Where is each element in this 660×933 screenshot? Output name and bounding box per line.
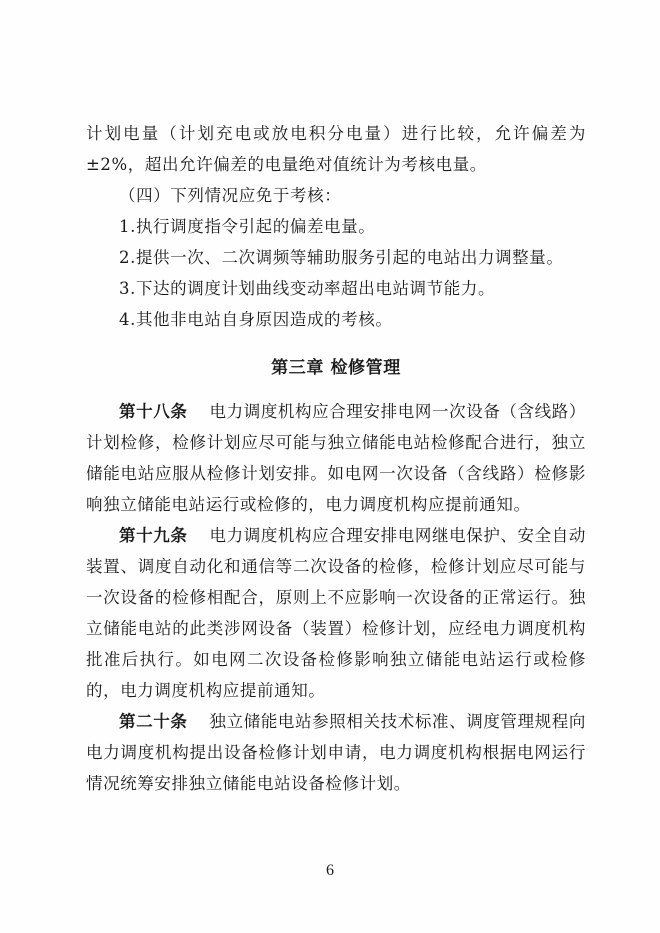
page-number: 6 xyxy=(326,862,334,879)
chapter-title: 第三章 检修管理 xyxy=(271,358,401,378)
paragraph-exemption-heading: （四）下列情况应免于考核： xyxy=(119,186,342,205)
article-20 xyxy=(86,706,586,799)
article-19-text: 电力调度机构应合理安排电网继电保护、安全自动装置、调度自动化和通信等二次设备的检修，检修计划应尽可能与一次设备的检修相配合，原则上不应影响一次设备的正常运行。独立储能电站的此类涉网设备（装置）检修计划，应经电力调度机构批准后执行。如电网二次设备检修影响独立储能电站运行或检修的，电力调度机构应提前通知。 xyxy=(86,526,586,700)
article-20-text: 独立储能电站参照相关技术标准、调度管理规程向电力调度机构提出设备检修计划申请，电力调度机构根据电网运行情况统筹安排独立储能电站设备检修计划。 xyxy=(86,712,586,793)
article-18-text: 电力调度机构应合理安排电网一次设备（含线路）计划检修，检修计划应尽可能与独立储能电站检修配合进行，独立储能电站应服从检修计划安排。如电网一次设备（含线路）检修影响独立储能电站运行或检修的，电力调度机构应提前通知。 xyxy=(86,402,586,514)
list-item-3: 3.下达的调度计划曲线变动率超出电站调节能力。 xyxy=(119,279,496,298)
paragraph-continuation: 计划电量（计划充电或放电积分电量）进行比较，允许偏差为±2%，超出允许偏差的电量绝对值统计为考核电量。 xyxy=(86,124,586,174)
article-19-title: 第十九条 xyxy=(119,526,188,545)
article-18-title: 第十八条 xyxy=(119,402,188,421)
article-19 xyxy=(86,520,586,706)
article-18 xyxy=(86,396,586,520)
list-item-1: 1.执行调度指令引起的偏差电量。 xyxy=(119,217,376,236)
list-item-4: 4.其他非电站自身原因造成的考核。 xyxy=(119,310,393,329)
document-body xyxy=(86,118,586,799)
article-20-title: 第二十条 xyxy=(119,712,188,731)
list-item-2: 2.提供一次、二次调频等辅助服务引起的电站出力调整量。 xyxy=(119,248,564,267)
